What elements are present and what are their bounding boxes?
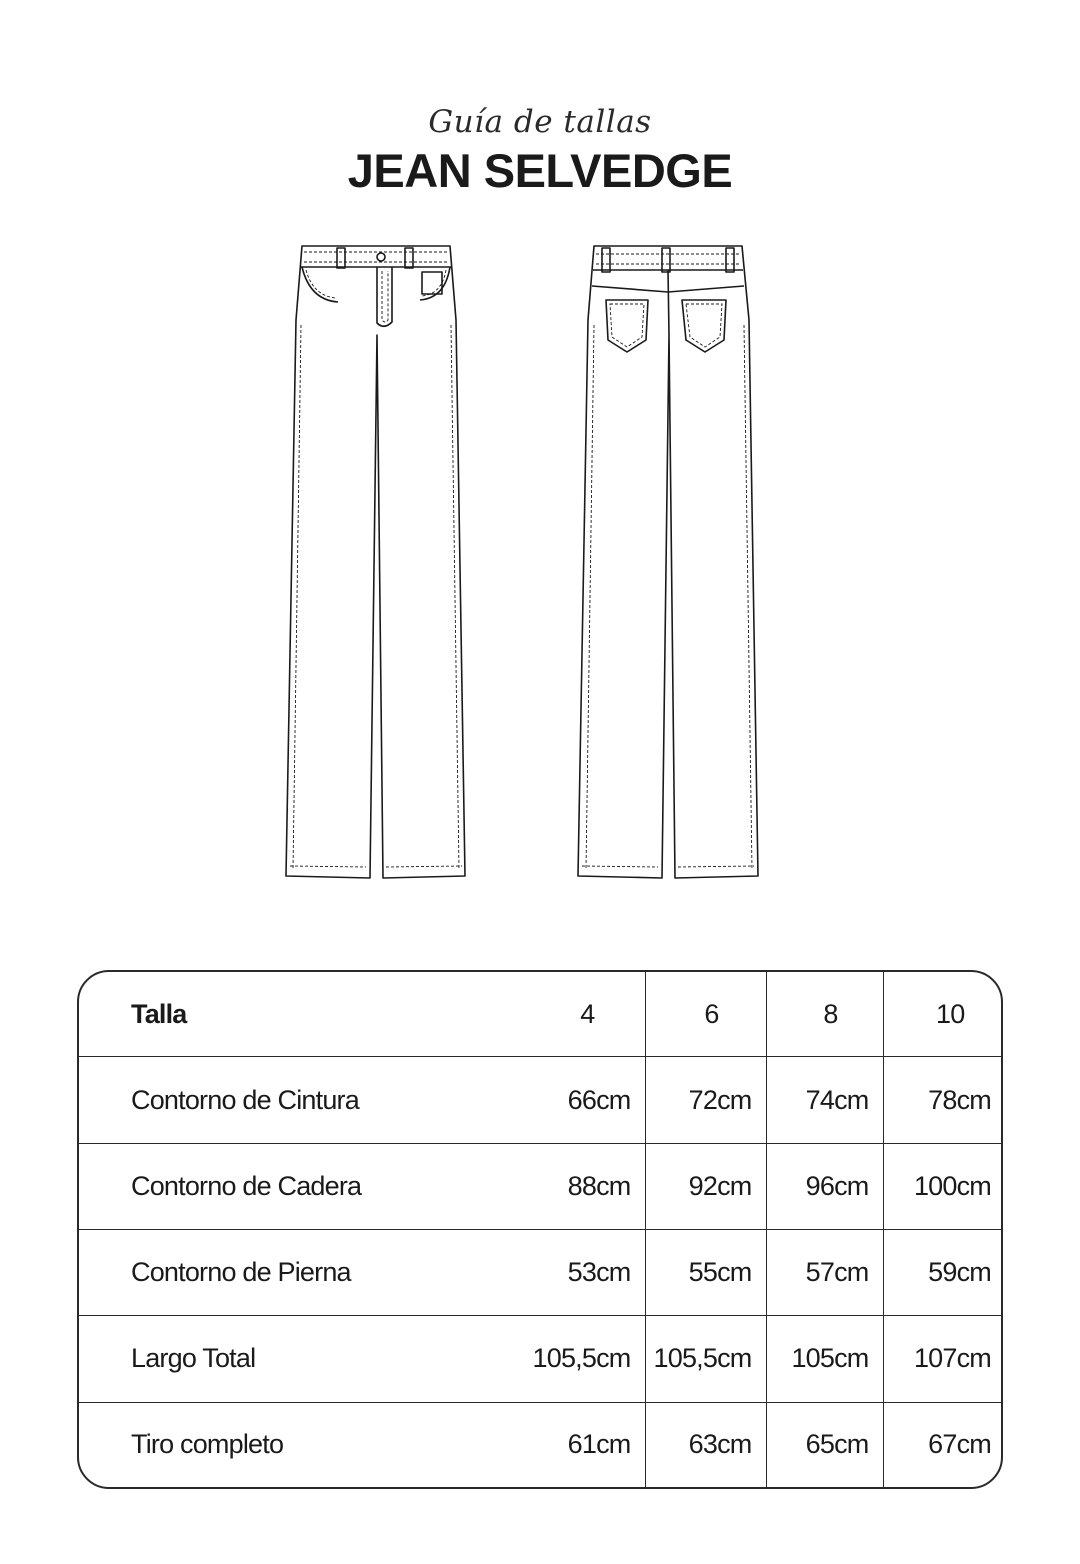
table-row bbox=[79, 1316, 1003, 1402]
cell-value: 100cm bbox=[883, 1143, 1003, 1229]
cell-value: 105,5cm bbox=[496, 1316, 645, 1402]
cell-value: 92cm bbox=[645, 1143, 766, 1229]
cell-value: 105,5cm bbox=[645, 1316, 766, 1402]
cell-value: 74cm bbox=[766, 1057, 883, 1143]
cell-value: 67cm bbox=[883, 1402, 1003, 1487]
size-4-header: 4 bbox=[580, 998, 595, 1029]
cell-value: 107cm bbox=[883, 1316, 1003, 1402]
cell-value: 65cm bbox=[766, 1402, 883, 1487]
size-header-row bbox=[79, 972, 1003, 1057]
cell-value: 55cm bbox=[645, 1229, 766, 1315]
row-label: Tiro completo bbox=[79, 1402, 496, 1487]
product-title: JEAN SELVEDGE bbox=[347, 144, 733, 197]
table-row bbox=[79, 1143, 1003, 1229]
row-label: Contorno de Pierna bbox=[79, 1229, 496, 1315]
cell-value: 88cm bbox=[496, 1143, 645, 1229]
table-row bbox=[79, 1402, 1003, 1487]
cell-value: 61cm bbox=[496, 1402, 645, 1487]
size-10-header: 10 bbox=[883, 972, 1003, 1057]
jeans-back-sketch bbox=[574, 240, 774, 886]
cell-value: 66cm bbox=[496, 1057, 645, 1143]
cell-value: 63cm bbox=[645, 1402, 766, 1487]
cell-value: 59cm bbox=[883, 1229, 1003, 1315]
cell-value: 57cm bbox=[766, 1229, 883, 1315]
table-row bbox=[79, 1229, 1003, 1315]
row-label: Largo Total bbox=[79, 1316, 496, 1402]
cell-value: 72cm bbox=[645, 1057, 766, 1143]
jeans-front-sketch bbox=[280, 240, 480, 886]
table-row bbox=[79, 1057, 1003, 1143]
cell-value: 96cm bbox=[766, 1143, 883, 1229]
cell-value: 105cm bbox=[766, 1316, 883, 1402]
size-guide-subtitle: Guía de tallas bbox=[428, 104, 652, 140]
size-6-header: 6 bbox=[645, 972, 766, 1057]
cell-value: 78cm bbox=[883, 1057, 1003, 1143]
size-header-label: Talla bbox=[131, 998, 187, 1029]
size-table bbox=[77, 970, 1003, 1489]
row-label: Contorno de Cintura bbox=[79, 1057, 496, 1143]
cell-value: 53cm bbox=[496, 1229, 645, 1315]
row-label: Contorno de Cadera bbox=[79, 1143, 496, 1229]
size-8-header: 8 bbox=[766, 972, 883, 1057]
